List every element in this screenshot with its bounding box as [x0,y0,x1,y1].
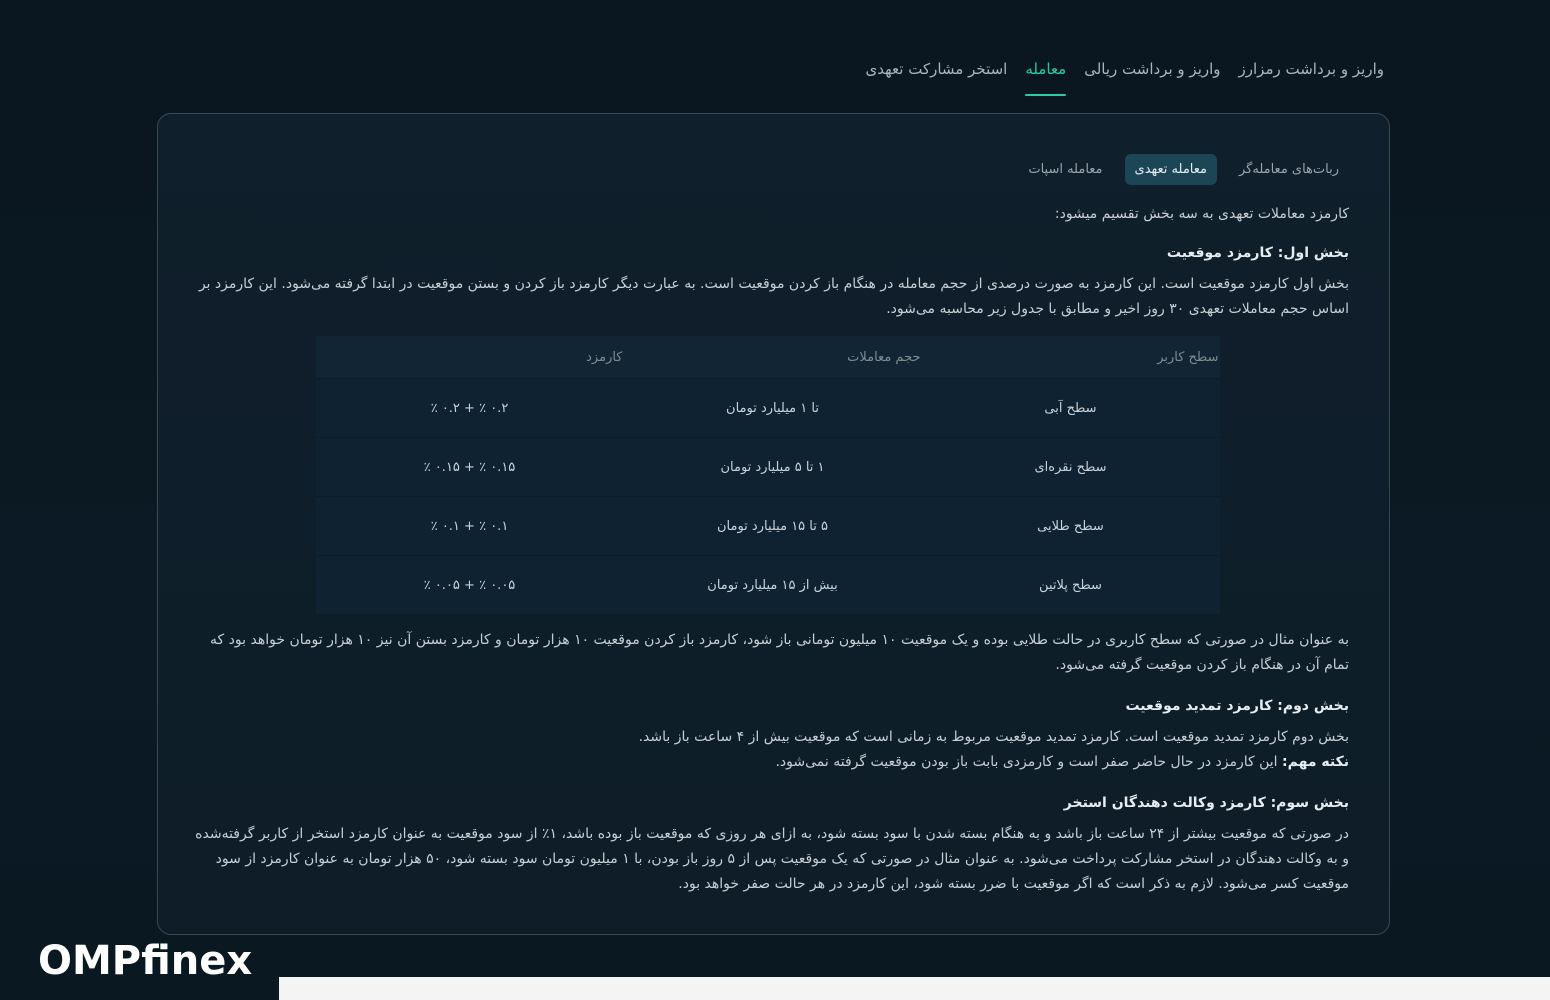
cell-level: سطح پلاتین [922,556,1220,615]
cell-volume: ۵ تا ۱۵ میلیارد تومان [624,497,922,556]
fee-card [157,113,1390,935]
tab-trading-bots[interactable]: ربات‌های معامله‌گر [1238,162,1339,177]
tab-margin-pool[interactable]: استخر مشارکت تعهدی [865,60,1008,78]
tab-rial-deposit-withdraw[interactable]: واریز و برداشت ریالی [1084,60,1221,78]
tab-spot-trading[interactable]: معامله اسپات [1028,162,1103,177]
table-row [316,556,1220,615]
cell-volume: بیش از ۱۵ میلیارد تومان [624,556,922,615]
header-user-level: سطح کاربر [922,336,1220,379]
section2-text: بخش دوم کارمزد تمدید موقعیت است. کارمزد تمدید موقعیت مربوط به زمانی است که موقعیت بیش از ۴ ساعت باز باشد. [638,729,1349,745]
section2-title: بخش دوم: کارمزد تمدید موقعیت [1125,698,1349,714]
fee-content [186,202,1349,897]
cell-volume: ۱ تا ۵ میلیارد تومان [624,438,922,497]
note-text: این کارمزد در حال حاضر صفر است و کارمزدی بابت باز بودن موقعیت گرفته نمی‌شود. [775,754,1283,770]
bottom-bar [279,977,1550,1000]
section1-text: بخش اول کارمزد موقعیت است. این کارمزد به صورت درصدی از حجم معامله در هنگام باز کردن موقعیت است. به عبارت دیگر کارمزد باز کردن و بستن موقعیت در ابتدا گرفته می‌شود. این کارمزد بر اساس حجم معاملات تعهدی ۳۰ روز اخیر و مطابق با جدول زیر محاسبه می‌شود. [198,276,1349,317]
tab-trade[interactable]: معامله [1025,58,1066,98]
top-nav [866,58,1384,98]
section1-title: بخش اول: کارمزد موقعیت [1166,245,1349,261]
header-fee: کارمزد [316,336,624,379]
cell-level: سطح نقره‌ای [922,438,1220,497]
header-trade-volume: حجم معاملات [624,336,922,379]
logo-text-1: OMPf [38,938,171,984]
intro-text: کارمزد معاملات تعهدی به سه بخش تقسیم میشود: [1054,206,1349,222]
cell-volume: تا ۱ میلیارد تومان [624,379,922,438]
cell-fee: ۰.۱۵ ٪ + ۰.۱۵ ٪ [316,438,624,497]
cell-fee: ۰.۱ ٪ + ۰.۱ ٪ [316,497,624,556]
tab-crypto-deposit-withdraw[interactable]: واریز و برداشت رمزارز [1238,60,1384,78]
cell-level: سطح طلایی [922,497,1220,556]
tab-margin-trading[interactable]: معامله تعهدی [1125,154,1217,185]
note-label: نکته مهم: [1282,754,1349,770]
cell-level: سطح آبی [922,379,1220,438]
cell-fee: ۰.۰۵ ٪ + ۰.۰۵ ٪ [316,556,624,615]
table-row [316,438,1220,497]
section3-title: بخش سوم: کارمزد وکالت دهندگان استخر [1063,795,1349,811]
section3-text: در صورتی که موقعیت بیشتر از ۲۴ ساعت باز باشد و به هنگام بسته شدن با سود بسته شود، به ازای هر روزی که موقعیت باز بوده باشد، ۱٪ از سود موقعیت به عنوان کارمزد استخر از کاربر گرفته‌شده و به وکالت دهندگان در استخر مشارکت پرداخت می‌شود. به عنوان مثال در صورتی که یک موقعیت پس از ۵ روز باز بودن، با ۱ میلیون تومان سود بسته شود، ۵۰ هزار تومان به عنوان کارمزد از سود موقعیت کسر می‌شود. لازم به ذکر است که اگر موقعیت با ضرر بسته شود، این کارمزد در هر حالت صفر خواهد بود. [195,826,1349,892]
table-row [316,379,1220,438]
logo-text-2: nex [170,938,253,984]
example-text: به عنوان مثال در صورتی که سطح کاربری در حالت طلایی بوده و یک موقعیت ۱۰ میلیون تومانی باز شود، کارمزد باز کردن موقعیت ۱۰ هزار تومان و کارمزد بستن آن نیز ۱۰ هزار تومان خواهد بود که تمام آن در هنگام باز کردن موقعیت گرفته می‌شود. [210,632,1349,673]
table-row [316,497,1220,556]
sub-nav [1018,154,1349,185]
cell-fee: ۰.۲ ٪ + ۰.۲ ٪ [316,379,624,438]
table-header-row [316,336,1220,379]
note-paragraph [186,750,1349,775]
fee-table [316,336,1220,614]
brand-logo [38,938,252,984]
